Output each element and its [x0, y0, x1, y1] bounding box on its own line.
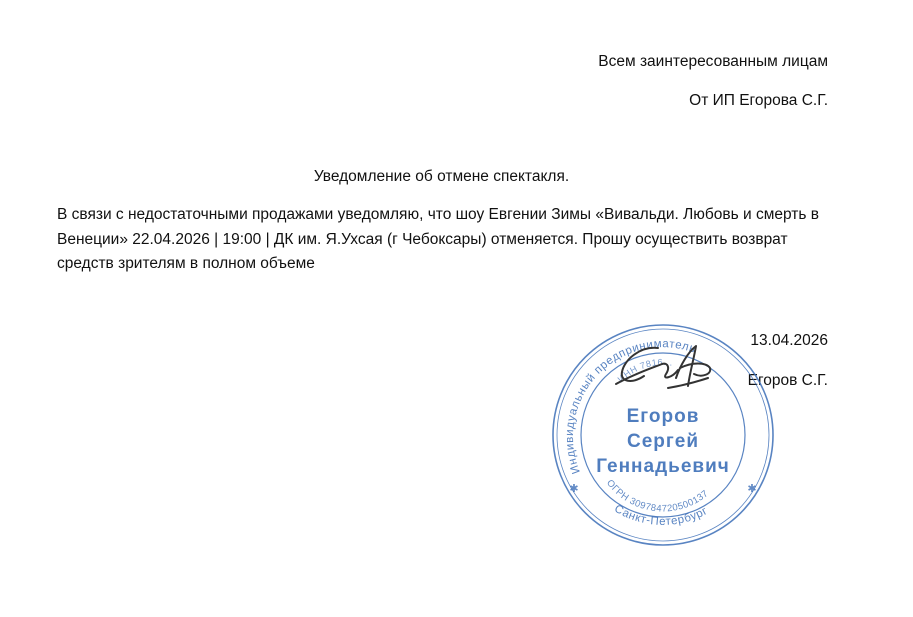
stamp-ogrn-text: ОГРН 309784720500137 [604, 477, 711, 515]
stamp-star-left-icon: ✱ [569, 483, 579, 495]
stamp-outer-ring [553, 325, 773, 545]
notice-body: В связи с недостаточными продажами уведомляю, что шоу Евгении Зимы «Вивальди. Любовь и смерть в Венеции» 22.04.2026 | 19:00 | ДК им. Я.Ухсая (г Чебоксары) отменяется. Прошу осуществить возврат средств зрителям в полном объеме [57, 206, 819, 272]
stamp-name-line-1: Егоров [626, 406, 700, 427]
handwritten-signature [610, 338, 720, 400]
notice-title: Уведомление об отмене спектакля. [313, 168, 570, 185]
stamp-star-right-icon: ✱ [747, 483, 757, 495]
stamp-inner-text: ИНН 7816... [615, 356, 674, 385]
addressee-line: Всем заинтересованным лицам [598, 53, 828, 70]
document-date: 13.04.2026 [750, 332, 828, 349]
stamp-city-text: Санкт-Петербург [612, 502, 710, 528]
stamp-name-line-2: Сергей [626, 431, 700, 452]
signer-name: Егоров С.Г. [747, 372, 828, 389]
stamp-name-line-3: Геннадьевич [596, 456, 730, 477]
sender-line: От ИП Егорова С.Г. [689, 92, 828, 109]
company-seal-stamp [550, 322, 776, 548]
stamp-outer-text: Индивидуальный предприниматель [563, 338, 698, 476]
